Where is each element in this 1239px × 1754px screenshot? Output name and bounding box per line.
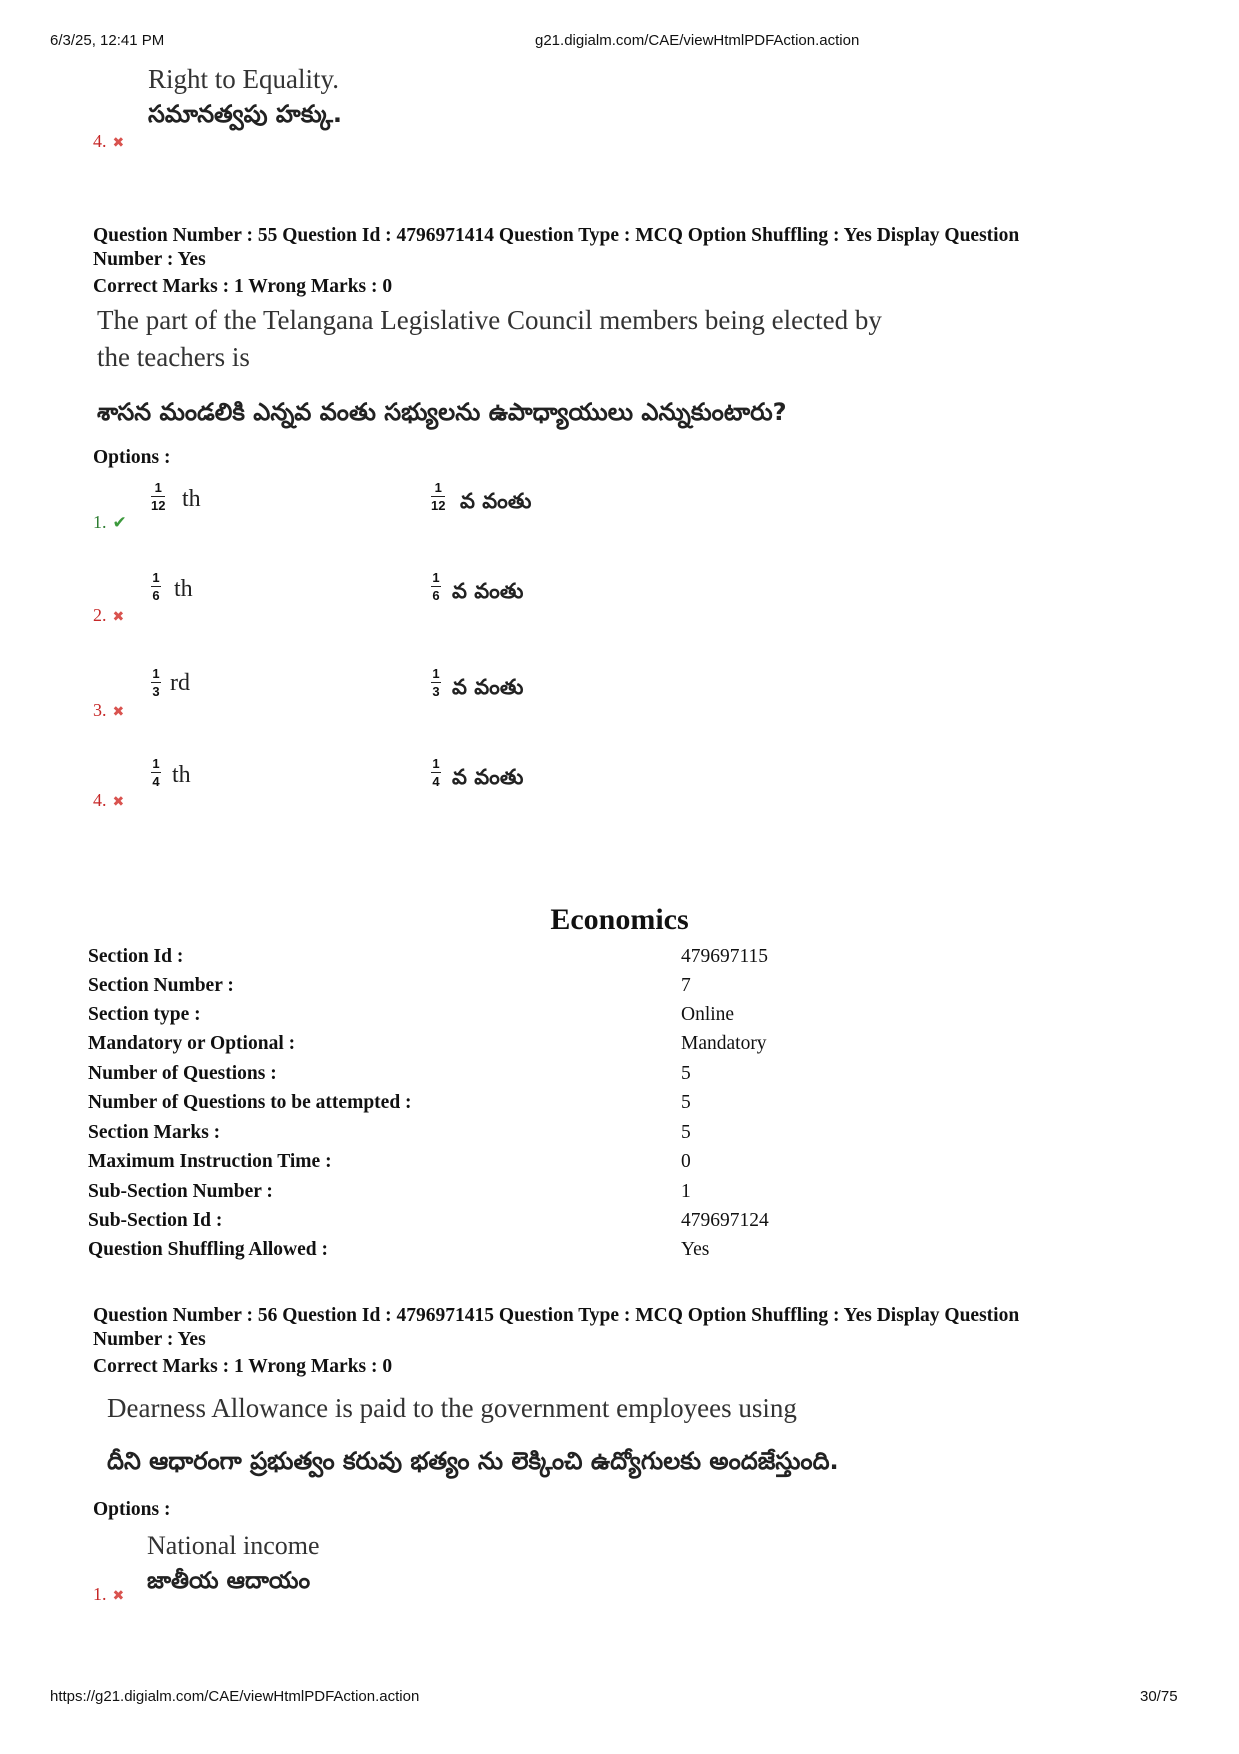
section-row-value: 0 [681, 1151, 691, 1172]
section-row-label: Maximum Instruction Time : [88, 1151, 332, 1172]
q56-options-label: Options : [93, 1499, 171, 1520]
q55-option-2-number: 2. ✖ [93, 605, 125, 625]
section-row-value: 5 [681, 1122, 691, 1143]
cross-icon: ✖ [112, 795, 125, 810]
q55-option-2-suffix-te: వ వంతు [452, 579, 524, 603]
q55-option-4-fraction-te: 1 4 [432, 756, 440, 789]
q55-option-1-suffix: th [182, 486, 201, 512]
q55-option-4-suffix-te: వ వంతు [452, 765, 524, 789]
q55-option-2-fraction: 1 6 [152, 570, 160, 603]
q56-option-1-number: 1. ✖ [93, 1584, 125, 1604]
q55-option-2-fraction-te: 1 6 [432, 570, 440, 603]
section-row-value: 479697124 [681, 1210, 769, 1231]
q55-option-3-fraction: 1 3 [152, 666, 160, 699]
q55-option-2-suffix: th [174, 576, 193, 602]
section-row-label: Sub-Section Id : [88, 1210, 223, 1231]
section-row-value: Mandatory [681, 1033, 767, 1054]
q55-option-3-number: 3. ✖ [93, 700, 125, 720]
q55-option-1-number: 1. ✔ [93, 512, 127, 532]
cross-icon: ✖ [112, 705, 125, 720]
section-row-value: 5 [681, 1063, 691, 1084]
q55-meta-line1: Question Number : 55 Question Id : 4796971414 Question Type : MCQ Option Shuffling : Yes Display Question [93, 225, 1020, 246]
prev-option-text-en: Right to Equality. [148, 64, 339, 94]
check-icon: ✔ [112, 513, 127, 532]
q55-text-line2: the teachers is [97, 342, 250, 372]
cross-icon: ✖ [112, 136, 125, 151]
q56-option-1-text-te: జాతీయ ఆదాయం [147, 1568, 311, 1594]
prev-option-text-te: సమానత్వపు హక్కు. [148, 100, 343, 128]
q55-marks: Correct Marks : 1 Wrong Marks : 0 [93, 276, 393, 297]
section-row-value: Yes [681, 1239, 710, 1260]
section-row-label: Section Id : [88, 946, 184, 967]
q56-marks: Correct Marks : 1 Wrong Marks : 0 [93, 1356, 393, 1377]
q55-option-3-suffix-te: వ వంతు [452, 675, 524, 699]
section-row-value: 7 [681, 975, 691, 996]
q55-options-label: Options : [93, 447, 171, 468]
section-row-value: 1 [681, 1181, 691, 1202]
section-row-label: Question Shuffling Allowed : [88, 1239, 329, 1260]
q55-option-3-suffix: rd [170, 670, 190, 696]
section-row-label: Number of Questions : [88, 1063, 277, 1084]
q55-text-line1: The part of the Telangana Legislative Council members being elected by [97, 305, 882, 335]
prev-option-number: 4. ✖ [93, 131, 125, 151]
section-row-label: Section Marks : [88, 1122, 221, 1143]
section-row-label: Section type : [88, 1004, 201, 1025]
q56-option-1-text-en: National income [147, 1531, 320, 1560]
q56-meta-line2: Number : Yes [93, 1329, 206, 1350]
q55-question-text-te: శాసన మండలికి ఎన్నవ వంతు సభ్యులను ఉపాధ్యాయులు ఎన్నుకుంటారు? [97, 398, 787, 426]
section-row-value: Online [681, 1004, 735, 1025]
section-row-value: 5 [681, 1092, 691, 1113]
cross-icon: ✖ [112, 610, 125, 625]
q55-meta [93, 224, 1133, 272]
section-row-value: 479697115 [681, 946, 769, 967]
q55-question-text [97, 302, 882, 376]
q55-option-4-suffix: th [172, 762, 191, 788]
q55-option-1-fraction-te: 1 12 [431, 480, 446, 513]
q55-option-4-number: 4. ✖ [93, 790, 125, 810]
section-row-label: Sub-Section Number : [88, 1181, 273, 1202]
cross-icon: ✖ [112, 1589, 125, 1604]
print-datetime: 6/3/25, 12:41 PM [50, 32, 165, 49]
q55-option-4-fraction: 1 4 [152, 756, 160, 789]
section-row-label: Mandatory or Optional : [88, 1033, 296, 1054]
section-row-label: Section Number : [88, 975, 234, 996]
q56-question-text-te: దీని ఆధారంగా ప్రభుత్వం కరువు భత్యం ను లెక్కించి ఉద్యోగులకు అందజేస్తుంది. [107, 1447, 839, 1475]
q55-option-1-fraction: 1 12 [151, 480, 166, 513]
section-title: Economics [550, 903, 689, 936]
q56-meta-line1: Question Number : 56 Question Id : 4796971415 Question Type : MCQ Option Shuffling : Yes Display Question [93, 1305, 1020, 1326]
q55-option-1-suffix-te: వ వంతు [460, 489, 532, 513]
q55-option-3-fraction-te: 1 3 [432, 666, 440, 699]
section-row-label: Number of Questions to be attempted : [88, 1092, 412, 1113]
footer-url: https://g21.digialm.com/CAE/viewHtmlPDFAction.action [50, 1688, 420, 1705]
q56-question-text: Dearness Allowance is paid to the government employees using [107, 1393, 797, 1423]
page-number: 30/75 [1140, 1688, 1178, 1705]
q55-meta-line2: Number : Yes [93, 249, 206, 270]
q56-meta [93, 1304, 1133, 1352]
print-url: g21.digialm.com/CAE/viewHtmlPDFAction.action [535, 32, 860, 49]
